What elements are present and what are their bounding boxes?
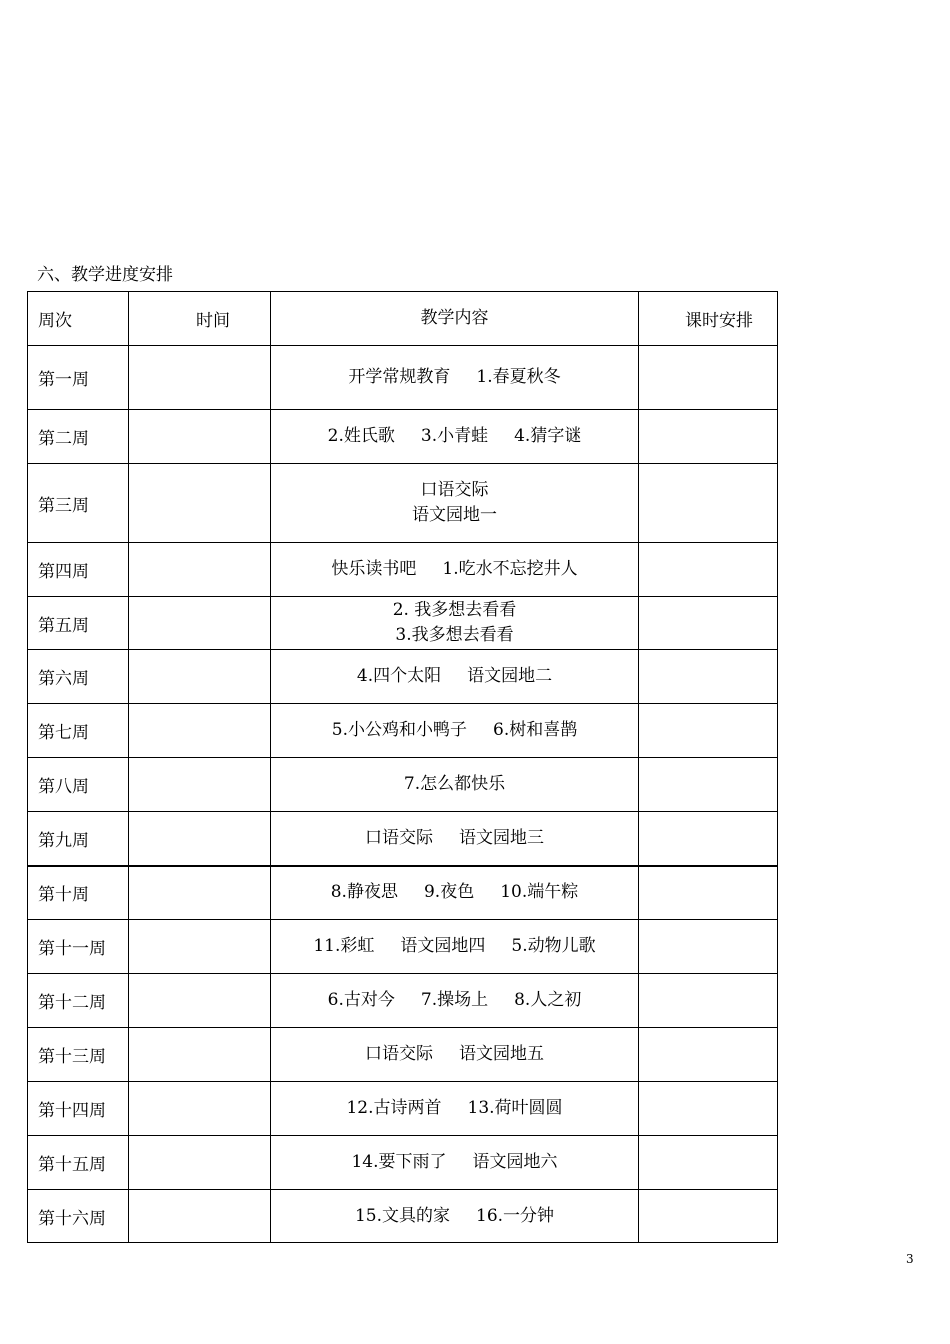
content-item: 4.四个太阳 <box>356 666 442 686</box>
content-item: 5.小公鸡和小鸭子 <box>331 720 467 740</box>
content-item: 7.怎么都快乐 <box>403 774 506 794</box>
cell-time <box>129 974 271 1028</box>
content-item: 8.人之初 <box>514 990 582 1010</box>
content-line <box>271 1150 638 1175</box>
cell-content <box>271 866 639 920</box>
cell-content <box>271 920 639 974</box>
content-item: 11.彩虹 <box>313 936 375 956</box>
cell-week: 第九周 <box>28 812 129 866</box>
content-item: 口语交际 <box>365 827 433 848</box>
content-line <box>271 988 638 1013</box>
cell-hours <box>639 410 778 464</box>
content-item: 3.我多想去看看 <box>395 625 514 645</box>
cell-week: 第十四周 <box>28 1082 129 1136</box>
content-item: 10.端午粽 <box>500 882 579 903</box>
content-item: 语文园地六 <box>472 1152 558 1172</box>
content-item: 13.荷叶圆圆 <box>467 1098 563 1118</box>
cell-hours <box>639 650 778 704</box>
cell-content <box>271 812 639 866</box>
header-time: 时间 <box>129 292 271 346</box>
cell-week: 第十一周 <box>28 920 129 974</box>
content-item: 6.古对今 <box>327 990 395 1010</box>
content-item: 14.要下雨了 <box>351 1152 447 1172</box>
cell-content <box>271 1082 639 1136</box>
cell-hours <box>639 866 778 920</box>
table-row <box>28 464 778 543</box>
content-line <box>271 772 638 797</box>
cell-week: 第五周 <box>28 597 129 650</box>
content-item: 5.动物儿歌 <box>511 936 596 956</box>
content-item: 4.猜字谜 <box>514 426 582 446</box>
cell-time <box>129 1190 271 1243</box>
content-line <box>271 557 638 582</box>
content-item: 语文园地四 <box>400 936 486 956</box>
section-title: 六、教学进度安排 <box>37 265 173 285</box>
content-item: 1.春夏秋冬 <box>476 367 561 387</box>
cell-time <box>129 346 271 410</box>
cell-content <box>271 1190 639 1243</box>
cell-time <box>129 1136 271 1190</box>
table-row <box>28 1190 778 1243</box>
content-item: 口语交际 <box>420 480 489 500</box>
cell-time <box>129 1028 271 1082</box>
cell-time <box>129 1082 271 1136</box>
cell-week: 第十五周 <box>28 1136 129 1190</box>
table-row <box>28 1028 778 1082</box>
cell-hours <box>639 1190 778 1243</box>
table-row <box>28 758 778 812</box>
cell-hours <box>639 597 778 650</box>
cell-time <box>129 812 271 866</box>
content-item: 语文园地五 <box>459 1044 544 1064</box>
table-row <box>28 1136 778 1190</box>
cell-content <box>271 704 639 758</box>
table-row <box>28 920 778 974</box>
cell-content <box>271 758 639 812</box>
cell-hours <box>639 464 778 543</box>
content-item: 8.静夜思 <box>330 882 398 903</box>
cell-time <box>129 597 271 650</box>
cell-hours <box>639 812 778 866</box>
teaching-schedule-table <box>27 291 778 1243</box>
cell-hours <box>639 920 778 974</box>
page-number: 3 <box>906 1252 914 1266</box>
table-row <box>28 704 778 758</box>
table-row <box>28 410 778 464</box>
cell-time <box>129 464 271 543</box>
cell-week: 第三周 <box>28 464 129 543</box>
cell-week: 第八周 <box>28 758 129 812</box>
header-content: 教学内容 <box>271 292 639 346</box>
header-hours: 课时安排 <box>639 292 778 346</box>
content-item: 开学常规教育 <box>348 367 451 387</box>
content-item: 口语交际 <box>365 1044 433 1064</box>
cell-week: 第十三周 <box>28 1028 129 1082</box>
cell-hours <box>639 543 778 597</box>
cell-time <box>129 758 271 812</box>
table-row <box>28 1082 778 1136</box>
content-item: 9.夜色 <box>423 882 475 903</box>
cell-week: 第四周 <box>28 543 129 597</box>
content-line <box>271 1042 638 1067</box>
content-item: 6.树和喜鹊 <box>493 720 578 740</box>
content-item: 12.古诗两首 <box>346 1098 442 1118</box>
cell-hours <box>639 1136 778 1190</box>
cell-week: 第二周 <box>28 410 129 464</box>
content-item: 3.小青蛙 <box>420 426 489 446</box>
cell-week: 第十二周 <box>28 974 129 1028</box>
content-line <box>271 424 638 449</box>
table-row <box>28 346 778 410</box>
content-line <box>271 365 638 390</box>
cell-hours <box>639 1028 778 1082</box>
content-line <box>271 826 638 851</box>
cell-week: 第一周 <box>28 346 129 410</box>
cell-hours <box>639 1082 778 1136</box>
cell-time <box>129 650 271 704</box>
cell-week: 第十六周 <box>28 1190 129 1243</box>
header-week: 周次 <box>28 292 129 346</box>
cell-content <box>271 410 639 464</box>
content-line <box>271 664 638 689</box>
content-item: 16.一分钟 <box>476 1205 555 1226</box>
content-item: 15.文具的家 <box>354 1205 450 1226</box>
cell-content <box>271 650 639 704</box>
cell-hours <box>639 758 778 812</box>
cell-content <box>271 597 639 650</box>
table-header-row <box>28 292 778 346</box>
cell-content <box>271 1028 639 1082</box>
content-item: 2. 我多想去看看 <box>392 600 517 620</box>
cell-time <box>129 543 271 597</box>
table-row <box>28 866 778 920</box>
table-row <box>28 543 778 597</box>
cell-content <box>271 974 639 1028</box>
cell-content <box>271 543 639 597</box>
table-row <box>28 597 778 650</box>
content-line <box>271 934 638 959</box>
content-line <box>271 880 638 905</box>
cell-time <box>129 704 271 758</box>
content-item: 语文园地一 <box>412 505 497 525</box>
cell-week: 第六周 <box>28 650 129 704</box>
cell-content <box>271 1136 639 1190</box>
content-item: 快乐读书吧 <box>331 559 417 579</box>
cell-week: 第七周 <box>28 704 129 758</box>
content-line <box>271 718 638 743</box>
content-item: 语文园地二 <box>467 666 553 686</box>
cell-time <box>129 920 271 974</box>
content-item: 2.姓氏歌 <box>327 426 395 446</box>
cell-hours <box>639 974 778 1028</box>
cell-time <box>129 410 271 464</box>
content-item: 语文园地三 <box>459 827 544 848</box>
table-row <box>28 812 778 866</box>
cell-week: 第十周 <box>28 866 129 920</box>
cell-hours <box>639 346 778 410</box>
content-item: 7.操场上 <box>420 990 489 1010</box>
table-row <box>28 974 778 1028</box>
content-line <box>271 1204 638 1229</box>
cell-time <box>129 866 271 920</box>
content-item: 1.吃水不忘挖井人 <box>442 559 578 579</box>
table-row <box>28 650 778 704</box>
cell-hours <box>639 704 778 758</box>
content-line <box>271 1096 638 1121</box>
cell-content <box>271 464 639 543</box>
cell-content <box>271 346 639 410</box>
